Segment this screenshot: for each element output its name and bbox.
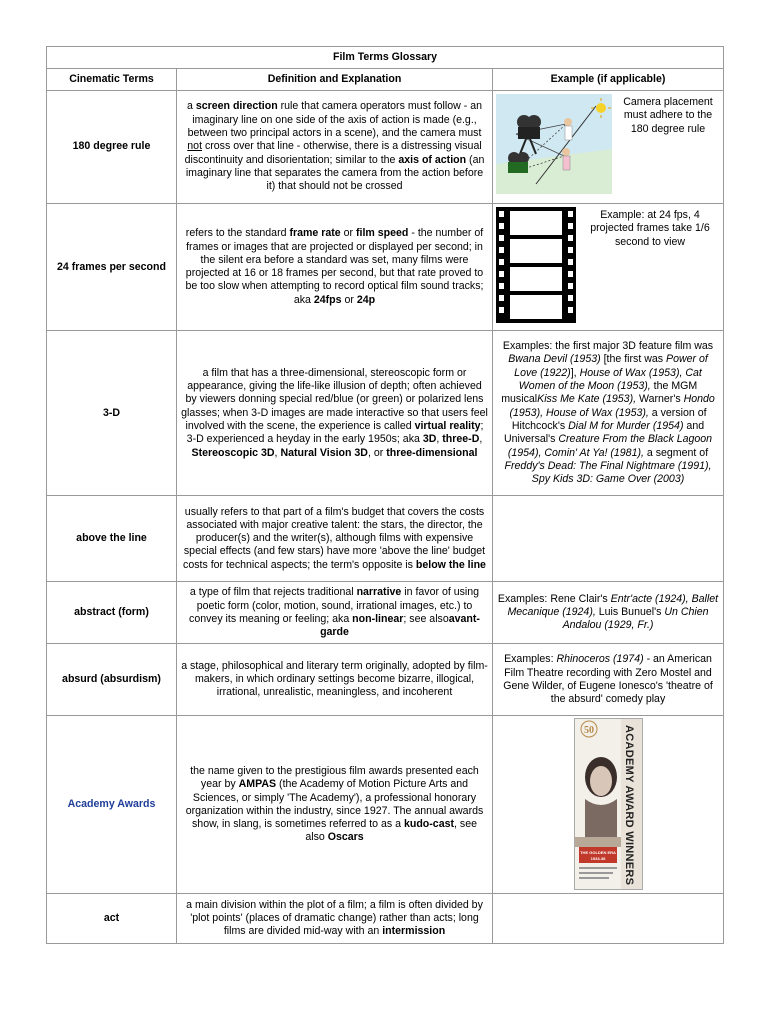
example-cell	[493, 331, 724, 496]
table-row	[47, 496, 724, 582]
italic-title: Creature From the Black Lagoon (1954), Comin' At Ya! (1981),	[507, 433, 713, 459]
text-run: and Universal's	[503, 419, 705, 446]
text-run: ; 3-D experienced a heyday in the early 1950s; aka	[186, 419, 484, 446]
bold-term: AMPAS	[238, 778, 277, 791]
bold-term: non-linear	[352, 612, 404, 625]
table-row	[47, 582, 724, 644]
table-row	[47, 644, 724, 716]
italic-title: Rhinoceros (1974)	[556, 653, 644, 666]
bold-term: narrative	[356, 586, 402, 599]
text-run: refers to the standard	[185, 227, 290, 240]
bold-term: three-D	[442, 433, 480, 446]
glossary-table	[46, 46, 724, 944]
example-cell	[493, 716, 724, 894]
text-run: Warner's	[636, 393, 684, 406]
term-cell-link[interactable]: Academy Awards	[47, 716, 177, 894]
text-run: a type of film that rejects traditional	[189, 586, 357, 599]
definition-cell	[177, 91, 493, 204]
table-row	[47, 716, 724, 894]
header-definition: Definition and Explanation	[177, 69, 493, 91]
text-run: - an American Film Theatre recording with Zero Mostel and Gene Wilder, of Eugene Ionesco's 'theatre of the absurd' comedy play	[503, 653, 713, 706]
poster-band-line1: THE GOLDEN ERA	[579, 850, 616, 856]
table-row	[47, 894, 724, 944]
example-cell	[493, 91, 724, 204]
example-text	[580, 207, 720, 249]
glossary-page	[46, 46, 723, 944]
text-run: Examples: the first major 3D feature film was	[502, 340, 714, 353]
text-run: a stage, philosophical and literary term originally, adopted by film-makers, in which ordinary settings become bizarre, illogical, irrational, unrealistic, meaningless, and incoherent	[181, 659, 488, 699]
text-run: the MGM musical	[501, 380, 698, 406]
bold-term: 3D	[422, 433, 437, 446]
bold-term: virtual reality	[414, 419, 481, 432]
italic-title: Hondo (1953), House of Wax (1953),	[509, 393, 715, 419]
bold-term: Natural Vision 3D	[280, 446, 368, 459]
italic-title: Freddy's Dead: The Final Nightmare (1991), Spy Kids 3D: Game Over (2003)	[504, 459, 712, 486]
text-run: a version of Hitchcock's	[511, 406, 707, 432]
text-run: ],	[570, 366, 580, 379]
example-cell	[493, 496, 724, 582]
definition-cell	[177, 644, 493, 716]
example-cell	[493, 644, 724, 716]
header-terms: Cinematic Terms	[47, 69, 177, 91]
italic-title: Bwana Devil (1953)	[508, 353, 601, 366]
header-example: Example (if applicable)	[493, 69, 724, 91]
text-run: the name given to the prestigious film awards presented each year by	[190, 764, 479, 791]
italic-title: Dial M for Murder (1954)	[568, 419, 684, 432]
definition-cell	[177, 716, 493, 894]
text-run: ,	[274, 446, 281, 459]
bold-term: avant-garde	[320, 612, 480, 639]
table-row	[47, 331, 724, 496]
text-run: Camera placement must adhere to the 180 degree rule	[623, 96, 713, 135]
bold-term: below the line	[415, 558, 486, 571]
text-run: not	[187, 140, 203, 153]
table-row	[47, 91, 724, 204]
text-run: (the Academy of Motion Picture Arts and Sciences, or simply 'The Academy'), a professional honorary organization within the industry, since 1927. The annual awards show, in slang, is sometimes referred to as a	[185, 778, 484, 831]
bold-term: Oscars	[327, 831, 364, 844]
filmstrip-image	[496, 207, 576, 327]
italic-title: House of Wax (1953), Cat Women of the Moon (1953),	[518, 366, 702, 393]
text-run: Luis Bunuel's	[595, 606, 665, 619]
text-run: a main division within the plot of a film; a film is often divided by 'plot points' (places of dramatic change) rather than acts; long films are divided mid-way with an	[186, 898, 483, 938]
italic-title: Un Chien Andalou (1929, Fr.)	[562, 606, 709, 632]
text-run: , see also	[305, 818, 477, 844]
poster-vertical-title: ACADEMY AWARD WINNERS	[622, 725, 635, 886]
text-run: Example: at 24 fps, 4 projected frames take 1/6 second to view	[590, 209, 710, 248]
text-run: a film that has a three-dimensional, stereoscopic form or appearance, giving the life-like illusion of depth; often achieved by viewers donning special red/blue (or green) or polarized lens glasses; when 3-D images are made interactive so that users feel involved with the scene, the experience is called	[181, 366, 488, 432]
term-cell: 180 degree rule	[47, 91, 177, 204]
poster-band-line2: 1933-38	[590, 856, 605, 862]
text-run: or	[341, 293, 357, 306]
term-cell: absurd (absurdism)	[47, 644, 177, 716]
poster-number: 50	[583, 725, 594, 737]
camera-diagram-image	[496, 94, 612, 198]
text-run: in favor of using poetic form (color, motion, sound, irrational images, etc.) to convey its meaning or feeling; aka	[189, 586, 480, 625]
bold-term: 24p	[356, 293, 376, 306]
definition-cell	[177, 331, 493, 496]
definition-cell	[177, 894, 493, 944]
bold-term: screen direction	[195, 100, 278, 113]
definition-cell	[177, 204, 493, 331]
text-run: a	[187, 100, 196, 113]
text-run: ; see also	[403, 612, 449, 625]
glossary-title: Film Terms Glossary	[47, 47, 724, 69]
text-run: , or	[367, 446, 387, 459]
term-cell: abstract (form)	[47, 582, 177, 644]
text-run: [the first was	[600, 353, 666, 366]
bold-term: kudo-cast	[403, 818, 455, 831]
term-cell: act	[47, 894, 177, 944]
definition-cell	[177, 496, 493, 582]
bold-term: Stereoscopic 3D	[191, 446, 275, 459]
text-run: ,	[479, 433, 483, 446]
definition-cell	[177, 582, 493, 644]
example-text	[616, 94, 720, 136]
text-run: a segment of	[643, 446, 709, 459]
bold-term: three-dimensional	[386, 446, 478, 459]
text-run: or	[340, 227, 356, 240]
bold-term: frame rate	[289, 227, 341, 240]
text-run: cross over that line - otherwise, there is a distressing visual discontinuity and disorientation; similar to the	[184, 140, 482, 166]
italic-title: Entr'acte (1924), Ballet Mecanique (1924),	[507, 592, 719, 619]
bold-term: film speed	[356, 227, 409, 240]
text-run: Examples: Rene Clair's	[497, 592, 611, 605]
example-cell	[493, 582, 724, 644]
text-run: Examples:	[504, 653, 557, 666]
table-row	[47, 204, 724, 331]
example-cell	[493, 204, 724, 331]
example-cell	[493, 894, 724, 944]
term-cell: 3-D	[47, 331, 177, 496]
bold-term: intermission	[382, 925, 446, 938]
italic-title: Kiss Me Kate (1953),	[537, 393, 637, 406]
bold-term: axis of action	[398, 153, 467, 166]
text-run: - the number of frames or images that are projected or displayed per second; in the silent era before a standard was set, many films were projected at 16 or 18 frames per second, but that rate proved to be too slow when attempting to record optical film sound tracks; aka	[185, 227, 484, 306]
term-cell: 24 frames per second	[47, 204, 177, 331]
text-run: usually refers to that part of a film's budget that covers the costs associated with major creative talent: the stars, the director, the producer(s) and the writer(s), although films with expensive special effects (and few stars) have more 'above the line' budget costs for technical aspects; the term's opposite is	[183, 505, 486, 571]
text-run: (an imaginary line that separates the camera from the action before it) that should not be crossed	[185, 153, 485, 193]
italic-title: Power of Love (1922)	[514, 353, 708, 379]
text-run: rule that camera operators must follow - an imaginary line on one side of the axis of action is made (e.g., between two principal actors in a scene), and the camera must	[187, 100, 482, 140]
bold-term: 24fps	[313, 293, 342, 306]
text-run: ,	[436, 433, 443, 446]
academy-poster-image	[574, 718, 643, 890]
term-cell: above the line	[47, 496, 177, 582]
